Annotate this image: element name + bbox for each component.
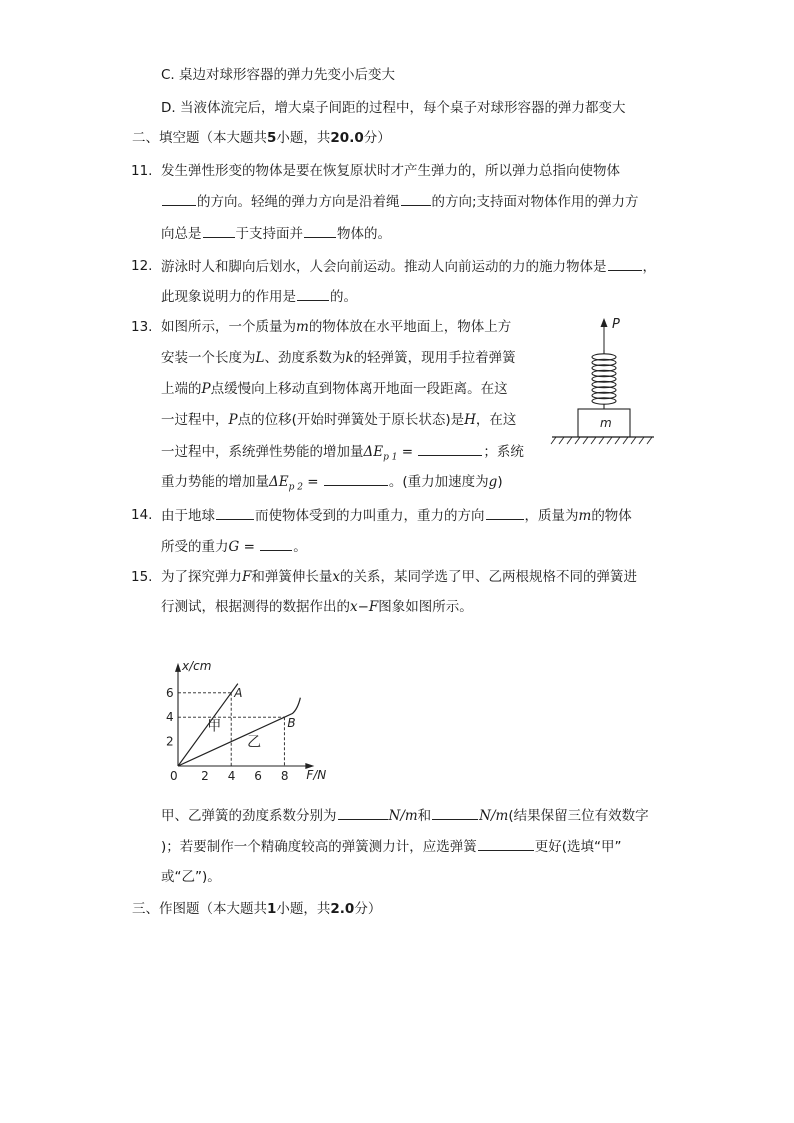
answer-blank	[304, 224, 336, 238]
y-axis-label: x/cm	[182, 658, 212, 673]
y-tick-label: 2	[166, 734, 174, 749]
q15-answer-line2: )；若要制作一个精确度较高的弹簧测力计，应选弹簧 更好(选填“甲”	[161, 839, 622, 855]
y-tick-label: 6	[166, 685, 174, 700]
question-number: 14.	[131, 507, 153, 523]
q11-line1: 发生弹性形变的物体是要在恢复原状时才产生弹力的，所以弹力总指向使物体	[161, 163, 620, 179]
q13-line4: 一过程中，P点的位移(开始时弹簧处于原长状态)是H，在这	[161, 412, 517, 428]
answer-blank	[338, 806, 388, 820]
spring-block-figure	[548, 310, 658, 450]
q13-line6: 重力势能的增加量$\Delta E_{p 2}$ = 。(重力加速度为g)	[161, 474, 503, 493]
ground-hatch	[551, 437, 652, 444]
answer-blank	[297, 287, 329, 301]
section-header-fill-blank: 二、填空题（本大题共5小题，共20.0分）	[132, 130, 391, 146]
question-number: 11.	[131, 163, 153, 179]
series-yi-label: 乙	[247, 734, 262, 751]
y-axis-arrow-icon	[175, 663, 181, 672]
point-a-label: A	[234, 685, 243, 700]
option-d: D. 当液体流完后，增大桌子间距的过程中，每个桌子对球形容器的弹力都变大	[161, 100, 626, 116]
q14-line2: 所受的重力G = 。	[161, 539, 307, 555]
question-number: 12.	[131, 258, 153, 274]
point-p-label: P	[612, 317, 620, 332]
q13-line5: 一过程中，系统弹性势能的增加量$\Delta E_{p 1}$ = ；系统	[161, 444, 524, 463]
x-tick-label: 8	[280, 769, 289, 780]
answer-blank	[478, 837, 534, 851]
answer-blank	[162, 192, 196, 206]
x-tick-label: 0	[170, 769, 178, 780]
q15-answer-line3: 或“乙”)。	[161, 869, 221, 885]
q12-line1: 游泳时人和脚向后划水，人会向前运动。推动人向前运动的力的施力物体是 ，	[161, 259, 656, 275]
answer-blank	[432, 806, 478, 820]
q13-line1: 如图所示，一个质量为m的物体放在水平地面上，物体上方	[161, 319, 512, 335]
section-header-drawing: 三、作图题（本大题共1小题，共2.0分）	[132, 901, 382, 917]
x-tick-label: 4	[227, 769, 236, 780]
option-c: C. 桌边对球形容器的弹力先变小后变大	[161, 67, 396, 83]
q15-answer-line1: 甲、乙弹簧的劲度系数分别为 N/m和 N/m(结果保留三位有效数字	[161, 808, 649, 824]
answer-blank	[260, 537, 292, 551]
q13-line3: 上端的P点缓慢向上移动直到物体离开地面一段距离。在这	[161, 381, 508, 397]
arrow-head-icon	[601, 318, 608, 327]
x-tick-label: 2	[201, 769, 209, 780]
question-number: 15.	[131, 569, 153, 585]
y-tick-label: 4	[166, 710, 174, 725]
q14-line1: 由于地球 而使物体受到的力叫重力，重力的方向 ，质量为m的物体	[161, 508, 632, 524]
answer-blank	[608, 257, 642, 271]
x-tick-label: 6	[254, 769, 262, 780]
q12-line2: 此现象说明力的作用是 的。	[161, 289, 357, 305]
point-b-label: B	[287, 716, 296, 731]
question-number: 13.	[131, 319, 153, 335]
series-yi-line	[178, 698, 300, 766]
answer-blank	[324, 472, 388, 486]
x-axis-label: F/N	[306, 768, 327, 780]
x-f-graph	[160, 640, 340, 780]
q15-line1: 为了探究弹力F和弹簧伸长量x的关系，某同学选了甲、乙两根规格不同的弹簧进	[161, 569, 637, 585]
answer-blank	[203, 224, 235, 238]
series-jia-label: 甲	[207, 718, 222, 735]
mass-label: m	[600, 416, 612, 430]
answer-blank	[401, 192, 431, 206]
q15-line2: 行测试，根据测得的数据作出的x−F图象如图所示。	[161, 599, 473, 615]
q13-line2: 安装一个长度为L、劲度系数为k的轻弹簧，现用手拉着弹簧	[161, 350, 516, 366]
q11-line2: 的方向。轻绳的弹力方向是沿着绳 的方向;支持面对物体作用的弹力方	[161, 192, 639, 211]
spring-coil	[592, 350, 616, 409]
answer-blank	[216, 506, 254, 520]
answer-blank	[486, 506, 524, 520]
answer-blank	[418, 442, 482, 456]
q11-line3: 向总是 于支持面并 物体的。	[161, 226, 391, 242]
